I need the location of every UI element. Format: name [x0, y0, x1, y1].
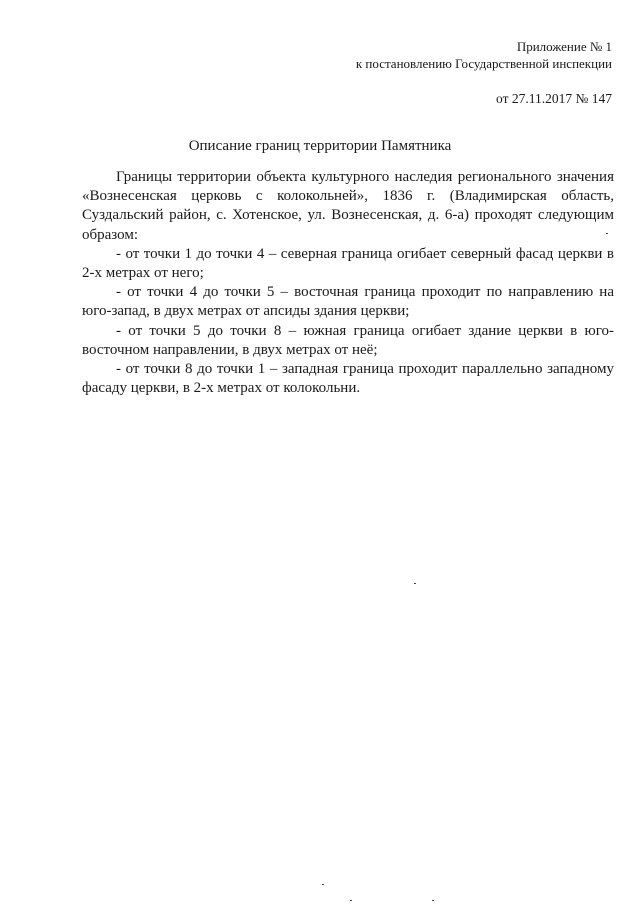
boundary-item-south: - от точки 5 до точки 8 – южная граница огибает здание церкви в юго-восточном направлении, в двух метрах от неё; — [82, 322, 614, 358]
scan-speck — [350, 900, 352, 901]
document-title: Описание границ территории Памятника — [188, 138, 452, 154]
appendix-subtitle: к постановлению Государственной инспекции — [355, 56, 612, 71]
intro-paragraph: Границы территории объекта культурного наследия регионального значения «Вознесенская церковь с колокольней», 1836 г. (Владимирская область, Суздальский район, с. Хотенское, ул. Вознесенская, д. 6-а) проходят следующим образом: — [82, 169, 614, 243]
boundary-item-east: - от точки 4 до точки 5 – восточная граница проходит по направлению на юго-запад, в двух метрах от апсиды здания церкви; — [82, 284, 614, 320]
scan-speck — [414, 583, 416, 584]
boundary-item-north: - от точки 1 до точки 4 – северная граница огибает северный фасад церкви в 2-х метрах от него; — [82, 245, 614, 282]
appendix-title: Приложение № 1 — [516, 39, 612, 54]
scan-speck — [606, 233, 608, 234]
boundary-item-west: - от точки 8 до точки 1 – западная граница проходит параллельно западному фасаду церкви, в 2-х метрах от колокольни. — [82, 361, 614, 397]
appendix-header — [356, 38, 612, 72]
document-body — [82, 168, 614, 398]
document-date-number: от 27.11.2017 № 147 — [496, 91, 612, 106]
scan-speck — [432, 900, 434, 901]
scan-speck — [322, 884, 324, 885]
